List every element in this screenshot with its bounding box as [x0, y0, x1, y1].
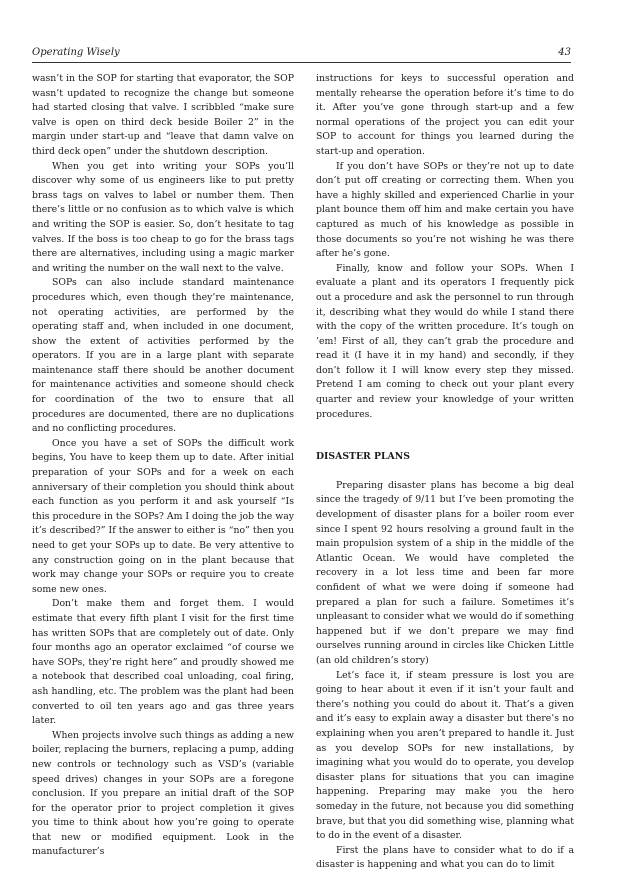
paragraph: Once you have a set of SOPs the difficult work begins, You have to keep them up to date. After initial preparation of your SOPs and for a week on each anniversary of their completion you should think about each function as you perform it and ask yourself “Is this procedure in the SOPs? Am I doing the job the way it’s described?” If the answer to either is “no” then you need to get your SOPs up to date. Be very attentive to any construction going on in the plant because that work may change your SOPs or require you to create some new ones.	[32, 437, 294, 595]
left-column	[32, 72, 294, 860]
paragraph: wasn’t in the SOP for starting that evaporator, the SOP wasn’t updated to recognize the change but someone had started closing that valve. I scribbled “make sure valve is open on third deck beside Boiler 2” in the margin under start-up and “leave that damn valve on third deck open” under the shutdown description.	[32, 73, 294, 157]
right-column	[316, 72, 574, 873]
paragraph: When you get into writing your SOPs you’ll discover why some of us engineers like to put pretty brass tags on valves to label or number them. Then there’s little or no confusion as to which valve is which and writing the SOP is easier. So, don’t hesitate to tag valves. If the boss is too cheap to go for the brass tags there are alternatives, including using a magic marker and writing the number on the wall next to the valve.	[32, 160, 294, 274]
paragraph: When projects involve such things as adding a new boiler, replacing the burners, replacing a pump, adding new controls or technology such as VSD’s (variable speed drives) changes in your SOPs are a foregone conclusion. If you prepare an initial draft of the SOP for the operator prior to project completion it gives you time to think about how you’re going to operate that new or modified equipment. Look in the manufacturer’s	[32, 729, 294, 858]
running-title: Operating Wisely	[32, 47, 120, 58]
paragraph: Preparing disaster plans has become a big deal since the tragedy of 9/11 but I’ve been promoting the development of disaster plans for a boiler room ever since I spent 92 hours resolving a ground fault in the main propulsion system of a ship in the middle of the Atlantic Ocean. We would have completed the recovery in a lot less time and been far more confident of what we were doing if someone had prepared a plan for such a failure. Sometimes it’s unpleasant to consider what we would do if something happened but if we don’t prepare we may find ourselves running around in circles like Chicken Little (an old children’s story)	[316, 479, 574, 666]
paragraph: Finally, know and follow your SOPs. When I evaluate a plant and its operators I frequently pick out a procedure and ask the personnel to run through it, describing what they would do while I stand there with the copy of the written procedure. It’s tough on ’em! First of all, they can’t grab the procedure and read it (I have it in my hand) and secondly, if they don’t follow it I will know every step they missed. Pretend I am coming to check out your plant every quarter and review your knowledge of your written procedures.	[316, 262, 574, 420]
paragraph: If you don’t have SOPs or they’re not up to date don’t put off creating or correcting them. When you have a highly skilled and experienced Charlie in your plant bounce them off him and make certain you have captured as much of his knowledge as possible in those documents so you’re not wishing he was there after he’s gone.	[316, 160, 574, 260]
paragraph: Let’s face it, if steam pressure is lost you are going to hear about it even if it isn’t your fault and there’s nothing you could do about it. That’s a given and it’s easy to explain away a disaster but there’s no explaining when you aren’t prepared to handle it. Just as you develop SOPs for new installations, by imagining what you would do to operate, you develop disaster plans for situations that you can imagine happening. Preparing may make you the hero someday in the future, not because you did something brave, but that you did something wise, planning what to do in the event of a disaster.	[316, 669, 574, 842]
paragraph: SOPs can also include standard maintenance procedures which, even though they’re maintenance, not operating activities, are performed by the operating staff and, when included in one document, show the extent of activities performed by the operators. If you are in a large plant with separate maintenance staff there should be another document for maintenance activities and someone should check for coordination of the two to ensure that all procedures are documented, there are no duplications and no conflicting procedures.	[32, 277, 294, 435]
page-number: 43	[558, 47, 571, 58]
running-header	[32, 44, 571, 63]
paragraph: Don’t make them and forget them. I would estimate that every fifth plant I visit for the first time has written SOPs that are completely out of date. Only four months ago an operator exclaimed “of course we have SOPs, they’re right here” and proudly showed me a notebook that described coal unloading, coal firing, ash handling, etc. The problem was the plant had been converted to oil ten years ago and gas three years later.	[32, 598, 294, 727]
paragraph: instructions for keys to successful operation and mentally rehearse the operation before it’s time to do it. After you’ve gone through start-up and a few normal operations of the project you can edit your SOP to account for things you learned during the start-up and operation.	[316, 73, 574, 157]
section-heading: DISASTER PLANS	[316, 451, 410, 463]
paragraph: First the plans have to consider what to do if a disaster is happening and what you can do to limit	[316, 844, 574, 871]
